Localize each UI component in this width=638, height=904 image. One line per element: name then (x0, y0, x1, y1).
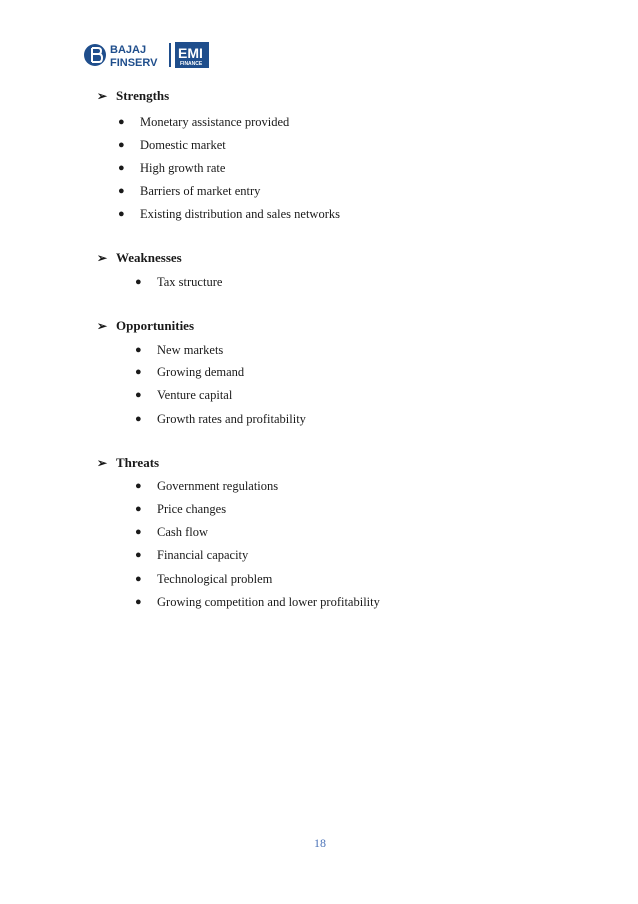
list-item: ● Financial capacity (135, 547, 249, 562)
bullet-icon: ● (135, 389, 142, 401)
logo-brand-line2: FINSERV (110, 57, 158, 69)
section-heading-threats (97, 455, 159, 471)
bajaj-finserv-emi-logo (83, 40, 213, 70)
bullet-icon: ● (135, 503, 142, 515)
arrow-bullet-icon: ➢ (97, 250, 108, 265)
list-item: ● Barriers of market entry (118, 183, 261, 198)
section-title: Weaknesses (116, 250, 182, 265)
section-title: Strengths (116, 88, 170, 103)
list-item: ● Monetary assistance provided (118, 114, 290, 129)
logo-brand-line1: BAJAJ (110, 44, 147, 56)
list-item: ● Price changes (135, 501, 227, 516)
list-item: ● High growth rate (118, 160, 226, 175)
bullet-icon: ● (135, 596, 142, 608)
bullet-icon: ● (118, 162, 125, 174)
list-item: ● Tax structure (135, 274, 223, 289)
bullet-icon: ● (135, 480, 142, 492)
list-item: ● Domestic market (118, 137, 226, 152)
list-item: ● Venture capital (135, 387, 233, 402)
arrow-bullet-icon: ➢ (97, 88, 108, 103)
bullet-icon: ● (135, 276, 142, 288)
section-heading-opportunities (97, 318, 194, 334)
section-heading-weaknesses (97, 250, 182, 266)
bullet-icon: ● (135, 344, 142, 356)
arrow-bullet-icon: ➢ (97, 318, 108, 333)
page-number: 18 (314, 836, 326, 850)
bullet-icon: ● (135, 413, 142, 425)
list-item: ● New markets (135, 342, 224, 357)
list-item: ● Technological problem (135, 571, 273, 586)
list-item: ● Cash flow (135, 524, 209, 539)
logo-badge-sub: FINANCE (180, 61, 203, 67)
bullet-icon: ● (118, 185, 125, 197)
bullet-icon: ● (118, 208, 125, 220)
bullet-icon: ● (135, 549, 142, 561)
section-title: Threats (116, 455, 160, 470)
bullet-icon: ● (135, 526, 142, 538)
list-item: ● Existing distribution and sales networks (118, 206, 340, 221)
section-heading-strengths (97, 88, 169, 104)
list-item: ● Growing competition and lower profitability (135, 594, 380, 609)
bullet-icon: ● (135, 366, 142, 378)
section-title: Opportunities (116, 318, 195, 333)
bullet-icon: ● (118, 139, 125, 151)
logo-badge-main: EMI (178, 45, 203, 61)
bullet-icon: ● (118, 116, 125, 128)
list-item: ● Growth rates and profitability (135, 411, 306, 426)
list-item: ● Government regulations (135, 478, 279, 493)
arrow-bullet-icon: ➢ (97, 455, 108, 470)
bullet-icon: ● (135, 573, 142, 585)
list-item: ● Growing demand (135, 364, 245, 379)
